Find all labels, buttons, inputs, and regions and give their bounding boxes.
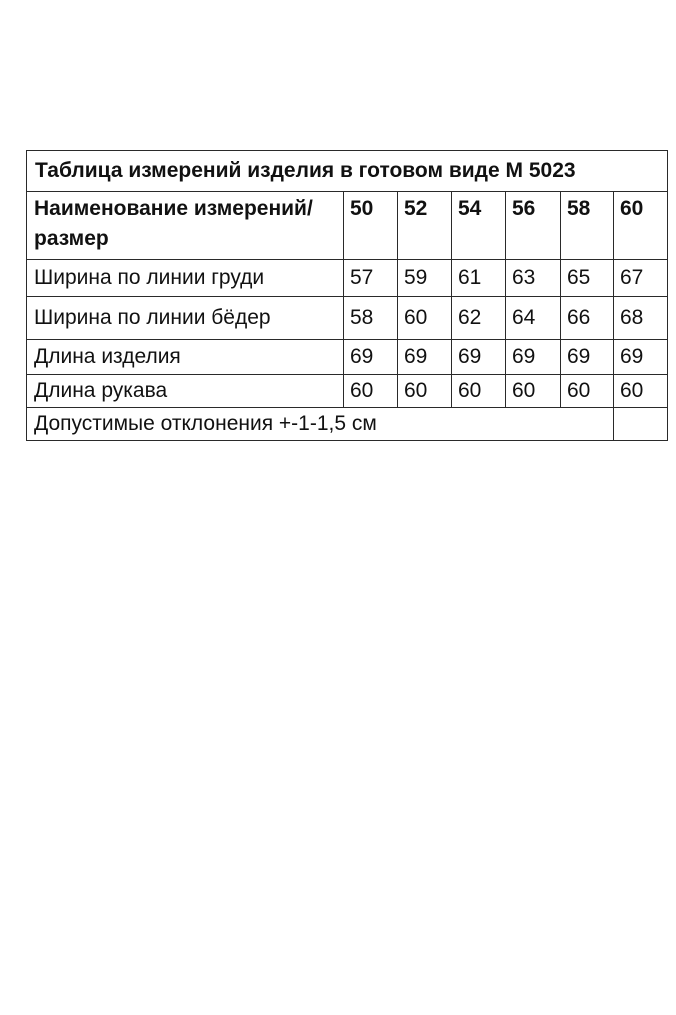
table-cell: 61	[452, 260, 506, 297]
size-measurement-table	[26, 150, 668, 441]
table-cell: 57	[344, 260, 398, 297]
row-label: Длина изделия	[27, 340, 344, 375]
table-cell: 60	[506, 375, 561, 408]
table-header-row	[27, 192, 668, 260]
table-cell: 64	[506, 297, 561, 340]
size-header-54: 54	[452, 192, 506, 260]
table-row	[27, 260, 668, 297]
size-header-50: 50	[344, 192, 398, 260]
table-cell: 59	[398, 260, 452, 297]
table-cell: 63	[506, 260, 561, 297]
table-cell: 58	[344, 297, 398, 340]
table-cell: 62	[452, 297, 506, 340]
table-cell: 69	[506, 340, 561, 375]
table-cell: 69	[398, 340, 452, 375]
empty-cell	[614, 408, 668, 441]
table-title-row	[27, 151, 668, 192]
table-cell: 69	[561, 340, 614, 375]
size-header-52: 52	[398, 192, 452, 260]
table-cell: 66	[561, 297, 614, 340]
table-row	[27, 375, 668, 408]
table-title: Таблица измерений изделия в готовом виде М 5023	[27, 151, 668, 192]
table-cell: 60	[561, 375, 614, 408]
table-cell: 60	[452, 375, 506, 408]
size-header-60: 60	[614, 192, 668, 260]
table-cell: 69	[452, 340, 506, 375]
table-cell: 60	[398, 297, 452, 340]
table-cell: 60	[398, 375, 452, 408]
measurement-name-header: Наименование измерений/размер	[27, 192, 344, 260]
tolerance-note: Допустимые отклонения +-1-1,5 см	[27, 408, 614, 441]
table-cell: 60	[614, 375, 668, 408]
table-cell: 69	[614, 340, 668, 375]
row-label: Ширина по линии груди	[27, 260, 344, 297]
table-row	[27, 297, 668, 340]
row-label: Длина рукава	[27, 375, 344, 408]
row-label: Ширина по линии бёдер	[27, 297, 344, 340]
tolerance-note-row	[27, 408, 668, 441]
table-cell: 60	[344, 375, 398, 408]
table-row	[27, 340, 668, 375]
size-header-58: 58	[561, 192, 614, 260]
table-cell: 69	[344, 340, 398, 375]
size-header-56: 56	[506, 192, 561, 260]
table-cell: 65	[561, 260, 614, 297]
table-cell: 67	[614, 260, 668, 297]
table-cell: 68	[614, 297, 668, 340]
